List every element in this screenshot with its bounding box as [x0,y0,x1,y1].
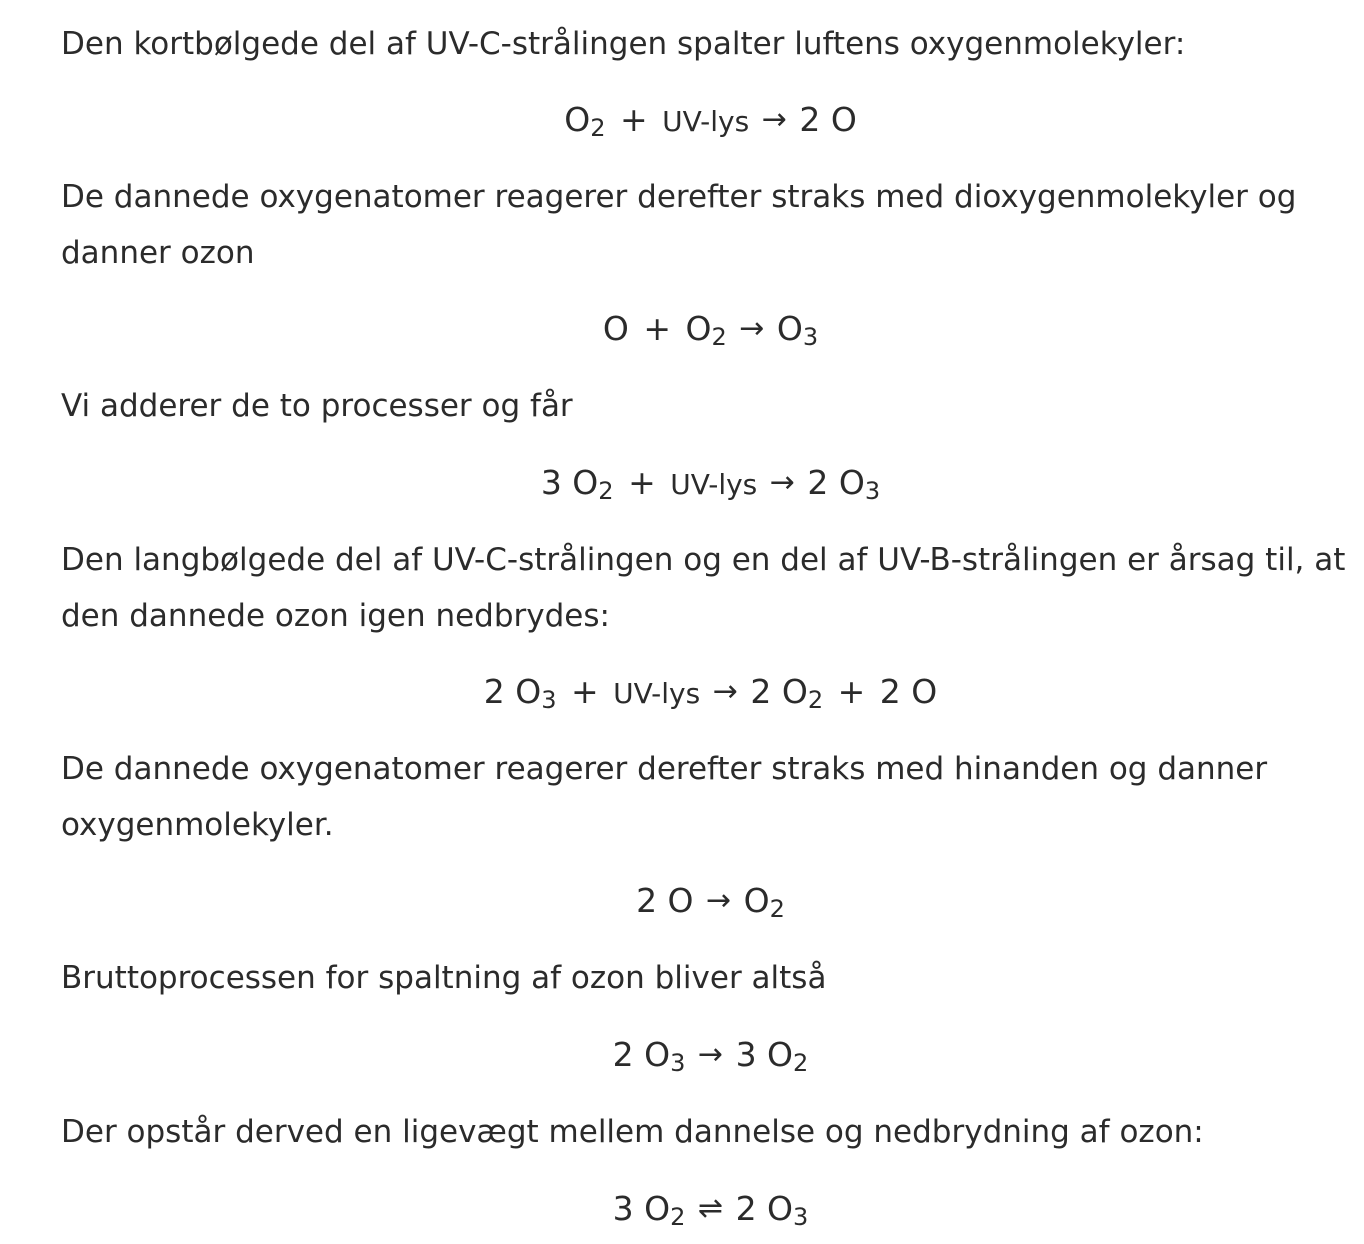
eq4-product-1-sub: 2 [807,685,824,714]
eq2-reactant-2-sub: 2 [711,322,727,351]
eq3-product-sub: 3 [864,476,881,505]
eq7-product: 2 O [735,1189,794,1228]
eq3-arrow-icon: → [769,465,795,500]
eq1-reactant: O [564,100,591,139]
eq6-reactant: 2 O [612,1035,671,1074]
equation-net-decomposition [61,1027,1360,1083]
paragraph-6: Bruttoprocessen for spaltning af ozon bliver altså [61,960,827,996]
eq6-product: 3 O [735,1035,794,1074]
eq4-product-2: 2 O [879,672,938,711]
eq3-plus: + [628,463,656,502]
eq7-reactant: 3 O [612,1189,671,1228]
eq4-reactant-sub: 3 [541,685,557,714]
eq2-reactant-1: O [602,309,629,348]
eq4-plus-2: + [837,672,866,711]
eq3-reactant: 3 O [540,463,599,502]
equation-ozone-formation [61,301,1360,357]
paragraph-1: Den kortbølgede del af UV-C-strålingen spalter luftens oxygenmolekyler: [61,26,1186,62]
paragraph-5: De dannede oxygenatomer reagerer derefter straks med hinanden og danner oxygenmolekyler. [61,751,1268,843]
equation-net-formation [61,455,1360,513]
paragraph-7: Der opstår derved en ligevægt mellem dannelse og nedbrydning af ozon: [61,1114,1204,1150]
eq1-plus: + [619,100,648,139]
eq5-reactant: 2 O [636,881,694,920]
eq6-reactant-sub: 3 [670,1048,686,1077]
eq4-plus-1: + [571,672,599,711]
eq5-product-sub: 2 [769,894,785,923]
eq3-product: 2 O [807,463,865,502]
eq2-reactant-2: O [685,309,712,348]
eq4-reactant: 2 O [483,672,542,711]
eq2-plus: + [643,309,671,348]
eq2-product: O [776,309,803,348]
eq3-uv-light: UV-lys [670,468,758,501]
eq2-product-sub: 3 [802,322,819,351]
eq7-reactant-sub: 2 [670,1202,686,1231]
eq4-arrow-icon: → [712,674,738,709]
paragraph-4: Den langbølgede del af UV-C-strålingen og en del af UV-B-strålingen er årsag til, at den dannede ozon igen nedbrydes: [61,542,1346,634]
equation-equilibrium [61,1181,1360,1237]
eq1-uv-light: UV-lys [662,105,750,138]
eq5-arrow-icon: → [706,883,732,918]
eq3-reactant-sub: 2 [598,476,614,505]
eq1-arrow-icon: → [761,102,787,137]
eq7-product-sub: 3 [793,1202,809,1231]
equation-o2-photolysis [61,92,1360,150]
eq4-product-1: 2 O [750,672,808,711]
paragraph-2: De dannede oxygenatomer reagerer derefter straks med dioxygenmolekyler og danner ozon [61,179,1297,271]
eq2-arrow-icon: → [739,311,765,346]
equation-ozone-photolysis [61,664,1360,722]
eq4-uv-light: UV-lys [613,677,701,710]
eq5-product: O [743,881,770,920]
eq7-equilibrium-arrow-icon: ⇌ [697,1191,724,1226]
paragraph-3: Vi adderer de to processer og får [61,388,573,424]
eq6-arrow-icon: → [697,1037,724,1072]
eq1-reactant-sub: 2 [590,113,606,142]
equation-oxygen-recombination [61,873,1360,929]
eq1-product: 2 O [799,100,857,139]
eq6-product-sub: 2 [793,1048,809,1077]
